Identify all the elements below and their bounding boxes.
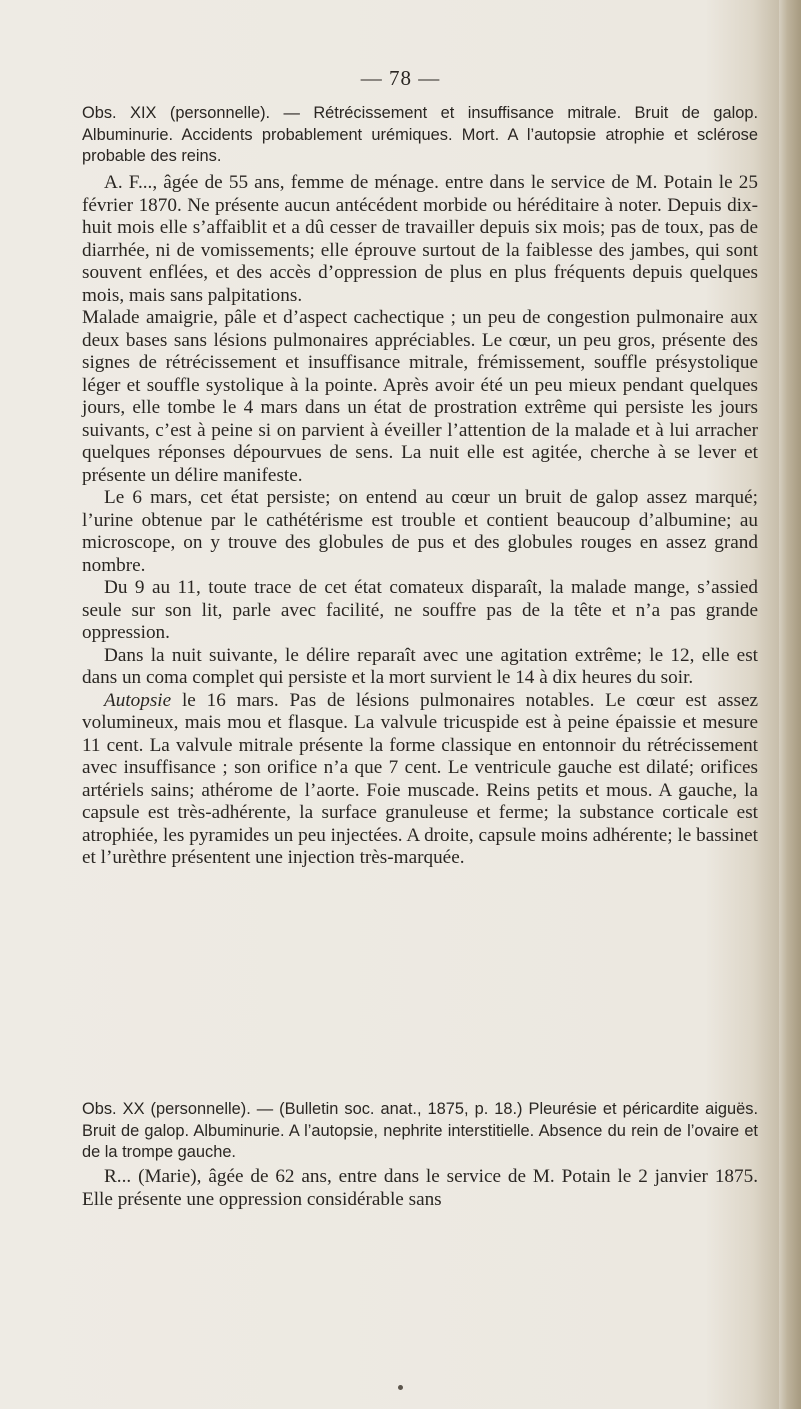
paragraph-death: Dans la nuit suivante, le délire reparaît avec une agitation extrême; le 12, elle est dans un coma complet qui persiste et la mort survient le 14 à dix heures du soir. bbox=[82, 644, 758, 688]
autopsy-lead: Autopsie bbox=[104, 689, 172, 711]
observation-xix-body bbox=[82, 172, 758, 870]
paragraph-march-9-11: Du 9 au 11, toute trace de cet état comateux disparaît, la malade mange, s’assied seule sur son lit, parle avec facilité, ne souffre pas de la tête et n’a pas grande oppression. bbox=[82, 577, 758, 643]
paragraph-marie: R... (Marie), âgée de 62 ans, entre dans le service de M. Potain le 2 janvier 1875. Elle présente une oppression considérable sans bbox=[82, 1166, 758, 1210]
paragraph-admission: A. F..., âgée de 55 ans, femme de ménage. entre dans le service de M. Potain le 25 février 1870. Ne présente aucun antécédent morbide ou héréditaire à noter. Depuis dix-huit mois elle s’affaiblit et a dû cesser de travailler depuis six mois; pas de toux, pas de diarrhée, ni de vomissements; elle éprouve surtout de la faiblesse des jambes, qui sont souvent enflées, et des accès d’oppression de plus en plus fréquents depuis quelques mois, mais sans palpitations. bbox=[82, 172, 758, 306]
autopsy-text: le 16 mars. Pas de lésions pulmonaires notables. Le cœur est assez volumineux, mais mou et flasque. La valvule tricuspide est à peine épaissie et mesure 11 cent. La valvule mitrale présente la forme classique en entonnoir du rétrécissement avec insuffisance ; son orifice n’a que 7 cent. Le ventricule gauche est dilaté; orifices artériels sains; athérome de l’aorte. Foie muscade. Reins petits et mous. A gauche, la capsule est très-adhérente, la surface granuleuse et ferme; la substance corticale est atrophiée, les pyramides un peu injectées. A droite, capsule moins adhérente; le bassinet et l’urèthre présentent une injection très-marquée. bbox=[82, 689, 758, 868]
observation-xix-heading: Obs. XIX (personnelle). — Rétrécissement et insuffisance mitrale. Bruit de galop. Albuminurie. Accidents probablement urémiques. Mort. A l’autopsie atrophie et sclérose probable des reins. bbox=[82, 104, 758, 166]
page-edge bbox=[779, 0, 801, 1409]
page-number: — 78 — bbox=[360, 66, 441, 90]
observation-xx-body bbox=[82, 1166, 758, 1211]
paragraph-march-6: Le 6 mars, cet état persiste; on entend au cœur un bruit de galop assez marqué; l’urine obtenue par le cathétérisme est trouble et contient beaucoup d’albumine; au microscope, on y trouve des globules de pus et des globules rouges en assez grand nombre. bbox=[82, 487, 758, 576]
paragraph-autopsy bbox=[82, 690, 758, 870]
ink-speck bbox=[398, 1385, 403, 1390]
paragraph-examination: Malade amaigrie, pâle et d’aspect cachectique ; un peu de congestion pulmonaire aux deux bases sans lésions pulmonaires appréciables. Le cœur, un peu gros, présente des signes de rétrécissement et insuffisance mitrale, frémissement, souffle présystolique léger et souffle systolique à la pointe. Après avoir été un peu mieux pendant quelques jours, elle tombe le 4 mars dans un état de prostration extrême qui persiste les jours suivants, c’est à peine si on parvient à éveiller l’attention de la malade et à lui arracher quelques réponses dépourvues de sens. La nuit elle est agitée, cherche à se lever et présente un délire manifeste. bbox=[82, 307, 758, 486]
observation-xx-heading: Obs. XX (personnelle). — (Bulletin soc. anat., 1875, p. 18.) Pleurésie et péricardite aiguës. Bruit de galop. Albuminurie. A l’autopsie, nephrite interstitielle. Absence du rein de l’ovaire et de la trompe gauche. bbox=[82, 1100, 758, 1162]
